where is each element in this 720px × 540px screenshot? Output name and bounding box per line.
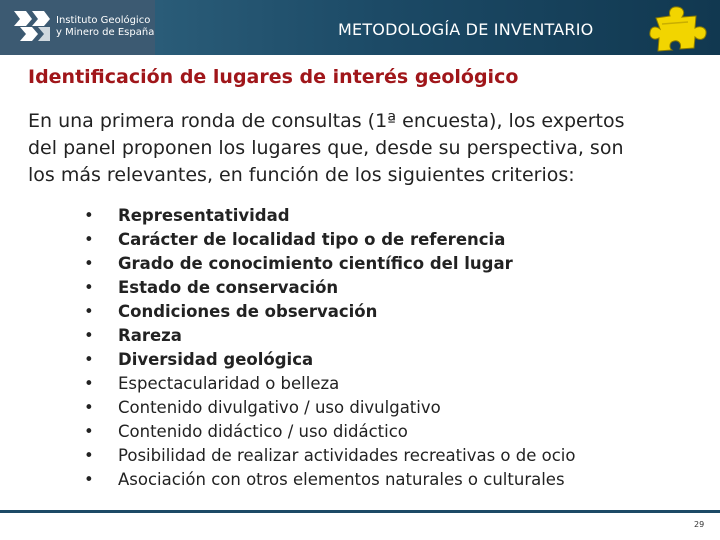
bullet-icon: •: [84, 230, 94, 249]
intro-paragraph: [28, 108, 708, 189]
criteria-label: Asociación con otros elementos naturales o culturales: [118, 470, 565, 489]
bullet-icon: •: [84, 302, 94, 321]
criteria-label: Condiciones de observación: [118, 302, 378, 321]
bullet-icon: •: [84, 422, 94, 441]
logo-line-1: Instituto Geológico: [56, 15, 151, 26]
igme-logo: [0, 0, 155, 55]
criteria-label: Posibilidad de realizar actividades recreativas o de ocio: [118, 446, 576, 465]
footer-divider: [0, 510, 720, 513]
puzzle-piece-icon: [648, 4, 714, 54]
bullet-icon: •: [84, 398, 94, 417]
slide-header: [0, 0, 720, 55]
logo-line-2: y Minero de España: [56, 27, 155, 38]
criteria-label: Rareza: [118, 326, 182, 345]
criteria-label: Contenido divulgativo / uso divulgativo: [118, 398, 441, 417]
criteria-label: Diversidad geológica: [118, 350, 314, 369]
intro-line-2: del panel proponen los lugares que, desde su perspectiva, son: [28, 137, 624, 159]
bullet-icon: •: [84, 254, 94, 273]
criteria-label: Espectacularidad o belleza: [118, 374, 340, 393]
header-title: METODOLOGÍA DE INVENTARIO: [338, 20, 594, 39]
criteria-label: Carácter de localidad tipo o de referencia: [118, 230, 506, 249]
bullet-icon: •: [84, 278, 94, 297]
bullet-icon: •: [84, 350, 94, 369]
bullet-icon: •: [84, 206, 94, 225]
bullet-icon: •: [84, 374, 94, 393]
logo-text: [56, 15, 154, 39]
slide-title: Identificación de lugares de interés geológico: [28, 66, 519, 88]
igme-logo-mark-icon: [12, 9, 52, 43]
criteria-label: Representatividad: [118, 206, 290, 225]
bullet-icon: •: [84, 470, 94, 489]
bullet-icon: •: [84, 326, 94, 345]
intro-line-3: los más relevantes, en función de los siguientes criterios:: [28, 164, 575, 186]
intro-line-1: En una primera ronda de consultas (1ª encuesta), los expertos: [28, 110, 625, 132]
page-number: 29: [694, 520, 705, 529]
criteria-label: Contenido didáctico / uso didáctico: [118, 422, 408, 441]
criteria-label: Grado de conocimiento científico del lugar: [118, 254, 513, 273]
criteria-label: Estado de conservación: [118, 278, 339, 297]
bullet-icon: •: [84, 446, 94, 465]
